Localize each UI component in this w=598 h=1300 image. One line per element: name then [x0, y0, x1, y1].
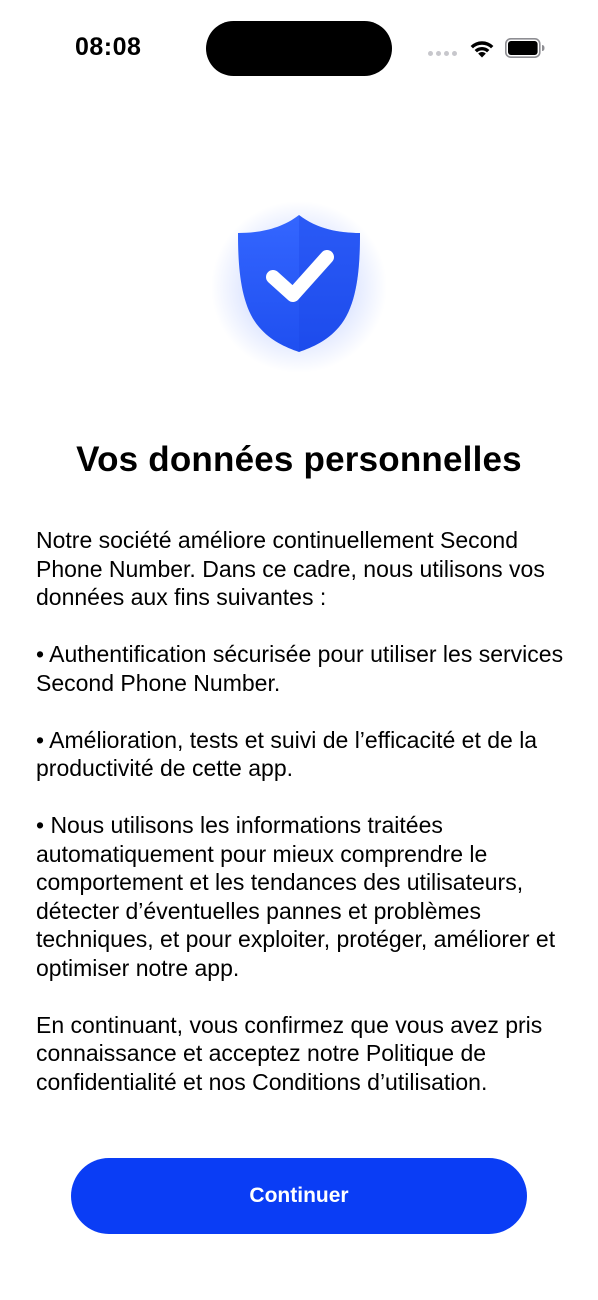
status-time: 08:08 — [75, 33, 142, 61]
battery-icon — [505, 38, 545, 58]
continue-button[interactable]: Continuer — [71, 1158, 527, 1234]
list-item: • Authentification sécurisée pour utiliser les services Second Phone Number. — [36, 641, 564, 696]
list-item: • Amélioration, tests et suivi de l’efficacité et de la productivité de cette app. — [36, 726, 538, 781]
dynamic-island — [206, 21, 392, 76]
privacy-description — [36, 526, 568, 1096]
status-bar — [0, 0, 598, 96]
wifi-icon — [468, 37, 496, 59]
shield-check-icon — [209, 195, 389, 375]
signal-dots-icon — [428, 51, 457, 56]
list-item: • Nous utilisons les informations traitées automatiquement pour mieux comprendre le comportement et les tendances des utilisateurs, détecter d’éventuelles pannes et problèmes techniques, et pour exploiter, protéger, améliorer et optimiser notre app. — [36, 812, 556, 981]
page-title: Vos données personnelles — [76, 440, 522, 479]
intro-paragraph: Notre société améliore continuellement Second Phone Number. Dans ce cadre, nous utilisons vos données aux fins suivantes : — [36, 527, 545, 610]
consent-paragraph: En continuant, vous confirmez que vous avez pris connaissance et acceptez notre Politique de confidentialité et nos Conditions d’utilisation. — [36, 1011, 543, 1095]
